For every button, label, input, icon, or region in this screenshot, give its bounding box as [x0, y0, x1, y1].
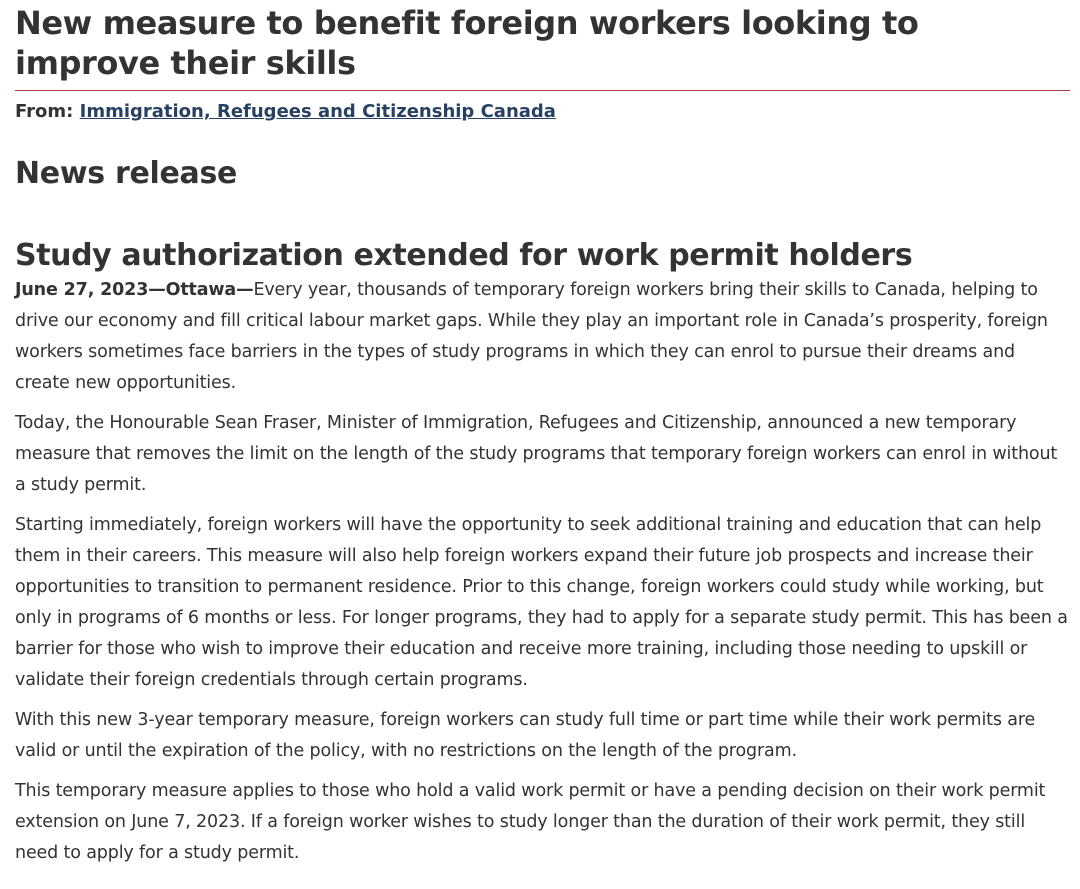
- paragraph-1-text: Every year, thousands of temporary foreign workers bring their skills to Canada, helping to drive our economy and fill critical labour market gaps. While they play an important role in Canada’s prosperity, foreign workers sometimes face barriers in the types of study programs in which they can enrol to pursue their dreams and create new opportunities.: [15, 280, 1048, 393]
- paragraph-1: [15, 275, 1070, 399]
- dateline: June 27, 2023—Ottawa—: [15, 280, 254, 300]
- article-subtitle: Study authorization extended for work permit holders: [15, 238, 913, 273]
- section-label: News release: [15, 156, 238, 191]
- paragraph-5: This temporary measure applies to those who hold a valid work permit or have a pending decision on their work permit extension on June 7, 2023. If a foreign worker wishes to study longer than the duration of their work permit, they still need to apply for a study permit.: [15, 781, 1046, 863]
- paragraph-3: Starting immediately, foreign workers will have the opportunity to seek additional training and education that can help them in their careers. This measure will also help foreign workers expand their future job prospects and increase their opportunities to transition to permanent residence. Prior to this change, foreign workers could study while working, but only in programs of 6 months or less. For longer programs, they had to apply for a separate study permit. This has been a barrier for those who wish to improve their education and receive more training, including those needing to upskill or validate their foreign credentials through certain programs.: [15, 515, 1068, 690]
- news-article: [0, 3, 1080, 869]
- paragraph-2: Today, the Honourable Sean Fraser, Minister of Immigration, Refugees and Citizenship, announced a new temporary measure that removes the limit on the length of the study programs that temporary foreign workers can enrol in without a study permit.: [15, 413, 1058, 495]
- paragraph-4: With this new 3-year temporary measure, foreign workers can study full time or part time while their work permits are valid or until the expiration of the policy, with no restrictions on the length of the program.: [15, 710, 1036, 761]
- from-line: [15, 100, 1070, 124]
- department-link[interactable]: Immigration, Refugees and Citizenship Canada: [79, 101, 556, 122]
- page-title: New measure to benefit foreign workers looking to improve their skills: [15, 3, 1070, 91]
- from-label: From:: [15, 101, 74, 122]
